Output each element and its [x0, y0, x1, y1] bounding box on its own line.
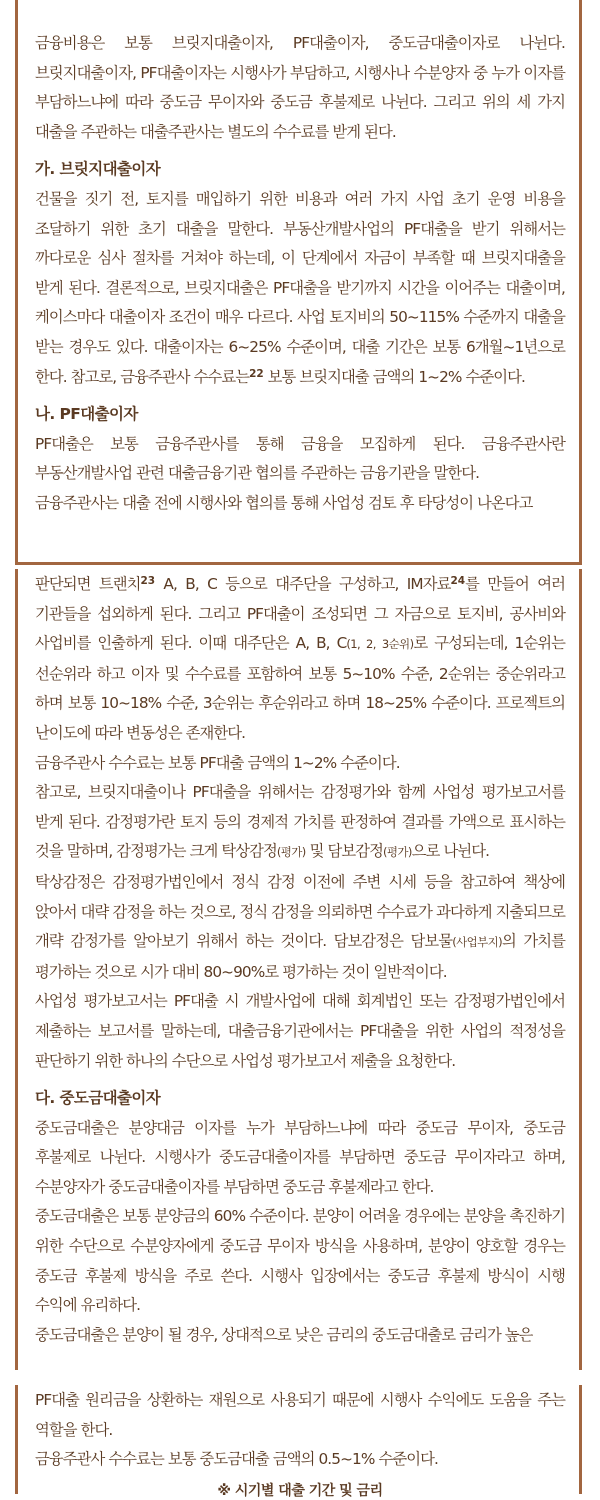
bottom-text-block: [35, 1386, 565, 1475]
interim-paragraph-3-line-1: 중도금대출은 분양이 될 경우, 상대적으로 낮은 금리의 중도금대출로 금리가 높은: [35, 1325, 533, 1344]
pf-paragraph-1: PF대출은 보통 금융주관사를 통해 금융을 모집하게 된다. 금융주관사란 부동산개발사업 관련 대출금융기관 협의를 주관하는 금융기관을 말한다.: [35, 434, 565, 483]
pf-text-rank-note: (1, 2, 3순위): [346, 637, 414, 652]
bridge-loan-paragraph: [35, 185, 565, 392]
desk-appraisal-paragraph: [35, 868, 565, 987]
appraisal-text-b: 및 담보감정: [305, 842, 383, 861]
interim-paragraph-1: 중도금대출은 분양대금 이자를 누가 부담하느냐에 따라 중도금 무이자, 중도금 후불제로 나뉜다. 시행사가 중도금대출이자를 부담하면 중도금 무이자라고 하며, 수분양자가 중도금대출이자를 부담하면 중도금 후불제라고 한다.: [35, 1118, 565, 1196]
middle-text-block: [35, 570, 565, 1350]
appraisal-paragraph: [35, 778, 565, 868]
interim-paragraph-2: 중도금대출은 보통 분양금의 60% 수준이다. 분양이 어려울 경우에는 분양을 촉진하기 위한 수단으로 수분양자에게 중도금 무이자 방식을 사용하며, 분양이 양호할 경우는 중도금 후불제 방식을 주로 쓴다. 시행사 입장에서는 중도금 후불제 방식이 시행 수익에 유리하다.: [35, 1207, 565, 1315]
intro-paragraph: 금융비용은 보통 브릿지대출이자, PF대출이자, 중도금대출이자로 나뉜다. 브릿지대출이자, PF대출이자는 시행사가 부담하고, 시행사나 수분양자 중 누가 이자를 부담하느냐에 따라 중도금 무이자와 중도금 후불제로 나뉜다. 그리고 위의 세 가지 대출을 주관하는 대출주관사는 별도의 수수료를 받게 된다.: [35, 34, 565, 141]
feasibility-report-paragraph: 사업성 평가보고서는 PF대출 시 개발사업에 대해 회계법인 또는 감정평가법인에서 제출하는 보고서를 말하는데, 대출금융기관에서는 PF대출을 위한 사업의 적정성을 판단하기 위한 하나의 수단으로 사업성 평가보고서 제출을 요청한다.: [35, 992, 565, 1070]
pf-text-a: 판단되면 트랜치: [35, 575, 141, 593]
pf-paragraph-2: [35, 570, 565, 749]
heading-pf-loan: 나. PF대출이자: [35, 405, 138, 424]
desk-appraisal-text-a: 탁상감정은 감정평가법인에서 정식 감정 이전에 주변 시세 등을 참고하여 책상에 앉아서 대략 감정을 하는 것으로, 정식 감정을 의뢰하면 수수료가 과다하게 지출되므로 개략 감정가를 알아보기 위해서 하는 것이다. 담보감정은 담보물: [35, 872, 565, 951]
appraisal-note-1: (평가): [276, 845, 306, 860]
heading-bridge-loan: 가. 브릿지대출이자: [35, 160, 161, 179]
pf-fee-paragraph: 금융주관사 수수료는 보통 PF대출 금액의 1~2% 수준이다.: [35, 753, 400, 772]
desk-appraisal-note: (사업부지): [452, 935, 502, 950]
desk-appraisal-text-b: 의 가치를 평가하는 것으로 시가 대비 80~90%로 평가하는 것이 일반적이다.: [35, 932, 565, 981]
appraisal-text-a: 참고로, 브릿지대출이나 PF대출을 위해서는 감정평가와 함께 사업성 평가보고서를 받게 된다. 감정평가란 토지 등의 경제적 가치를 판정하여 결과를 가액으로 표시하는 것을 말하며, 감정평가는 크게 탁상감정: [35, 783, 565, 861]
table-caption: ※ 시기별 대출 기간 및 금리: [217, 1483, 383, 1499]
bridge-text-1: 건물을 짓기 전, 토지를 매입하기 위한 비용과 여러 가지 사업 초기 운영 비용을 조달하기 위한 초기 대출을 말한다. 부동산개발사업의 PF대출을 받기 위해서는 까다로운 심사 절차를 거쳐야 하는데, 이 단계에서 자금이 부족할 때 브릿지대출을 받게 된다. 결론적으로, 브릿지대출은 PF대출을 받기까지 시간을 이어주는 대출이며, 케이스마다 대출이자 조건이 매우 다르다. 사업 토지비의 50~115% 수준까지 대출을 받는 경우도 있다. 대출이자는 6~25% 수준이며, 대출 기간은 보통 6개월~1년으로 한다. 참고로, 금융주관사 수수료는: [35, 189, 565, 386]
pf-text-c: 를 만들어 여러 기관들을 섭외하게 된다. 그리고 PF대출이 조성되면 그 자금으로 토지비, 공사비와 사업비를 인출하게 된다. 이때 대주단은 A, B, C: [35, 575, 566, 653]
heading-interim-loan: 다. 중도금대출이자: [35, 1089, 161, 1108]
pf-text-d: 로 구성되는데, 1순위는 선순위라 하고 이자 및 수수료를 포함하여 보통 5~10% 수준, 2순위는 중순위라고 하며 보통 10~18% 수준, 3순위는 후순위라고 하며 18~25% 수준이다. 프로젝트의 난이도에 따라 변동성은 존재한다.: [35, 634, 565, 742]
pf-text-b: A, B, C 등으로 대주단을 구성하고, IM자료: [155, 575, 451, 593]
interim-fee-paragraph: 금융주관사 수수료는 보통 중도금대출 금액의 0.5~1% 수준이다.: [35, 1450, 438, 1469]
footnote-24: 24: [450, 575, 466, 587]
appraisal-text-c: 으로 나뉜다.: [411, 842, 490, 861]
footnote-23: 23: [140, 575, 156, 587]
appraisal-note-2: (평가): [382, 845, 412, 860]
top-text-block: [35, 29, 565, 519]
interim-paragraph-3-rest: PF대출 원리금을 상환하는 재원으로 사용되기 때문에 시행사 수익에도 도움을 주는 역할을 한다.: [35, 1391, 565, 1439]
footnote-22: 22: [249, 367, 264, 380]
pf-paragraph-2-line-1: 금융주관사는 대출 전에 시행사와 협의를 통해 사업성 검토 후 타당성이 나온다고: [35, 493, 533, 512]
bridge-text-2: 보통 브릿지대출 금액의 1~2% 수준이다.: [263, 367, 525, 386]
